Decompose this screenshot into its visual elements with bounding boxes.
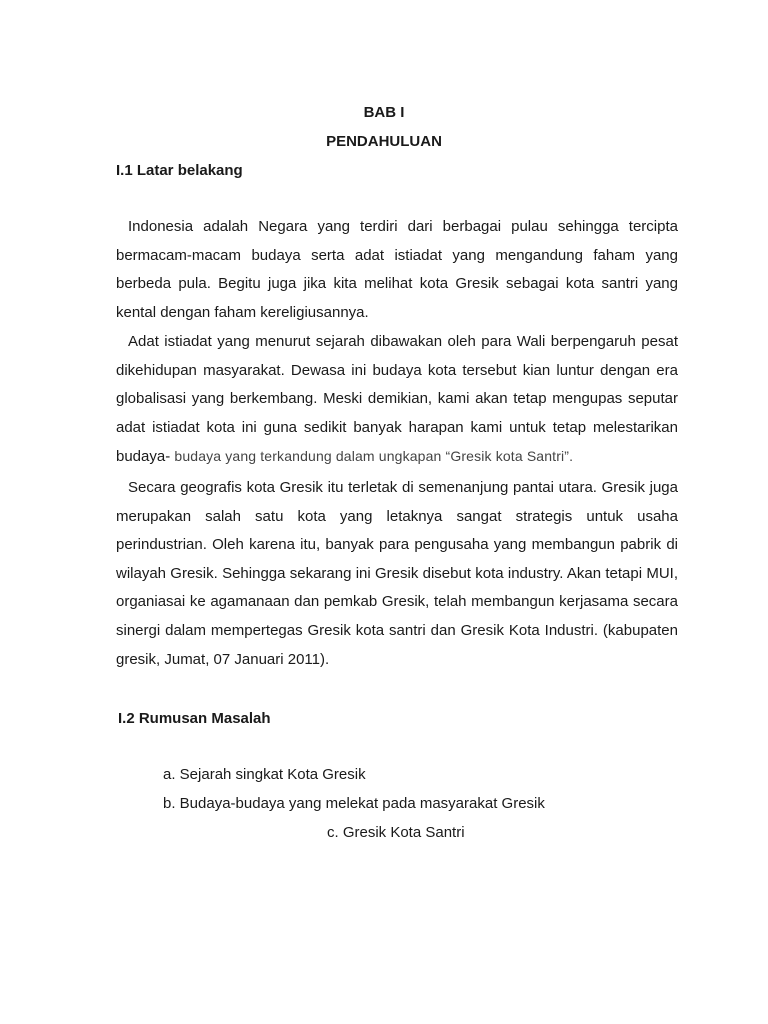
chapter-title: PENDAHULUAN	[326, 133, 442, 150]
paragraph-3	[116, 474, 678, 674]
paragraph-1	[116, 213, 678, 327]
paragraph-2-text: Adat istiadat yang menurut sejarah dibawakan oleh para Wali berpengaruh pesat dikehidupan masyarakat. Dewasa ini budaya kota tersebut kian luntur dengan era globalisasi yang berkembang. Meski demikian, kami akan tetap mengupas seputar adat istiadat kota ini guna sedikit banyak harapan kami untuk tetap melestarikan budaya-	[116, 333, 678, 466]
paragraph-2	[116, 328, 678, 472]
section-heading-latar-belakang: I.1 Latar belakang	[116, 162, 243, 179]
paragraph-3-text: Secara geografis kota Gresik itu terletak di semenanjung pantai utara. Gresik juga merupakan salah satu kota yang letaknya sangat strategis untuk usaha perindustrian. Oleh karena itu, banyak para pengusaha yang membangun pabrik di wilayah Gresik. Sehingga sekarang ini Gresik disebut kota industry. Akan tetapi MUI, organiasai ke agamanaan dan pemkab Gresik, telah membangun kerjasama secara sinergi dalam mempertegas Gresik kota santri dan Gresik Kota Industri. (kabupaten gresik, Jumat, 07 Januari 2011).	[116, 479, 678, 668]
paragraph-1-text: Indonesia adalah Negara yang terdiri dari berbagai pulau sehingga tercipta bermacam-macam budaya serta adat istiadat yang mengandung faham yang berbeda pula. Begitu juga jika kita melihat kota Gresik sebagai kota santri yang kental dengan faham kereligiusannya.	[116, 218, 678, 321]
section-heading-rumusan-masalah: I.2 Rumusan Masalah	[118, 710, 271, 727]
list-item: a. Sejarah singkat Kota Gresik	[163, 766, 366, 783]
list-item: b. Budaya-budaya yang melekat pada masyarakat Gresik	[163, 795, 545, 812]
list-item: c. Gresik Kota Santri	[327, 824, 465, 841]
paragraph-2-tail: budaya yang terkandung dalam ungkapan “Gresik kota Santri”.	[174, 448, 574, 465]
chapter-number: BAB I	[363, 104, 405, 121]
